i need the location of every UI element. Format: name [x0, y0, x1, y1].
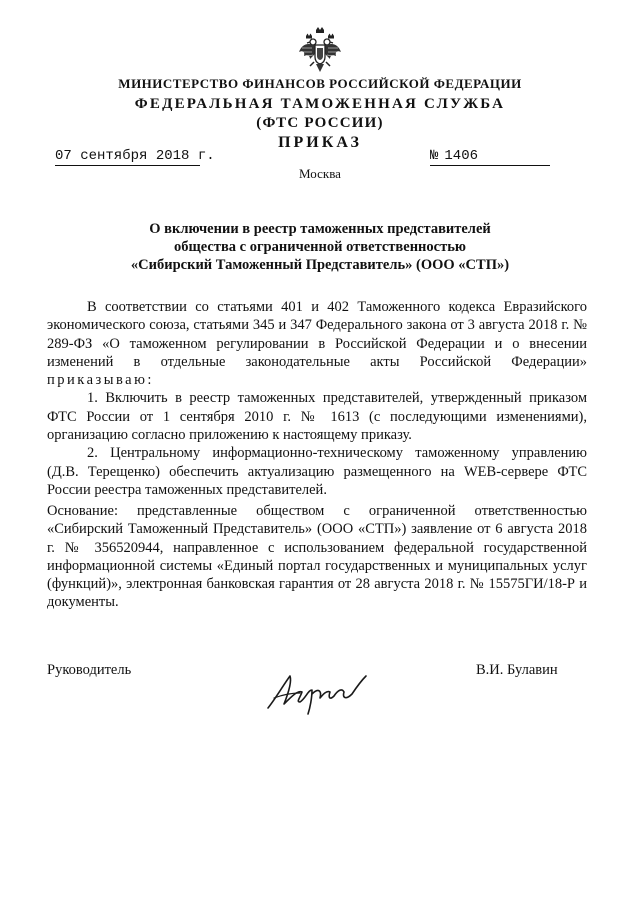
service-heading: ФЕДЕРАЛЬНАЯ ТАМОЖЕННАЯ СЛУЖБА — [134, 96, 506, 112]
signatory-name: В.И. Булавин — [476, 662, 558, 678]
number-sign: № — [430, 148, 439, 164]
title-line: «Сибирский Таможенный Представитель» (ООО «СТП») — [130, 257, 510, 273]
document-type: ПРИКАЗ — [278, 134, 362, 151]
order-word: приказываю: — [47, 372, 154, 389]
title-line: О включении в реестр таможенных представителей — [149, 221, 491, 237]
order-body — [47, 298, 587, 499]
basis-section — [47, 502, 587, 612]
service-abbreviation: (ФТС РОССИИ) — [256, 115, 384, 131]
intro-text: В соответствии со статьями 401 и 402 Таможенного кодекса Евразийского экономического союза, статьями 345 и 347 Федерального закона от 3 августа 2018 г. № 289-ФЗ «О таможенном регулировании в Российской Федерации и о внесении изменений в отдельные законодательные акты Российской Федерации» — [47, 299, 587, 370]
signatory-role: Руководитель — [47, 662, 132, 678]
coat-of-arms-icon — [296, 26, 344, 74]
order-title — [0, 220, 640, 274]
basis-text: Основание: представленные обществом с ограниченной ответственностью «Сибирский Таможенный Представитель» (ООО «СТП») заявление от 6 августа 2018 г. № 356520944, направленное с использованием федеральной государственной информационной системы «Единый портал государственных и муниципальных услуг (функций)», электронная банковская гарантия от 28 августа 2018 г. № 15575ГИ/18-Р и документы. — [47, 503, 587, 611]
order-item-2: 2. Центральному информационно-техническому таможенному управлению (Д.В. Терещенко) обеспечить актуализацию размещенного на WEB-сервере ФТС России реестра таможенных представителей. — [47, 445, 587, 498]
intro-paragraph — [47, 298, 587, 389]
city: Москва — [299, 166, 341, 181]
order-item-1: 1. Включить в реестр таможенных представителей, утвержденный приказом ФТС России от 1 сентября 2010 г. № 1613 (с последующими изменениями), организацию согласно приложению к настоящему приказу. — [47, 390, 587, 444]
order-date: 07 сентября 2018 г. — [55, 148, 215, 164]
order-number-field — [430, 148, 550, 166]
handwritten-signature — [262, 668, 372, 716]
ministry-heading: МИНИСТЕРСТВО ФИНАНСОВ РОССИЙСКОЙ ФЕДЕРАЦИИ — [118, 76, 522, 91]
title-line: общества с ограниченной ответственностью — [174, 239, 466, 255]
order-number: 1406 — [444, 148, 479, 164]
